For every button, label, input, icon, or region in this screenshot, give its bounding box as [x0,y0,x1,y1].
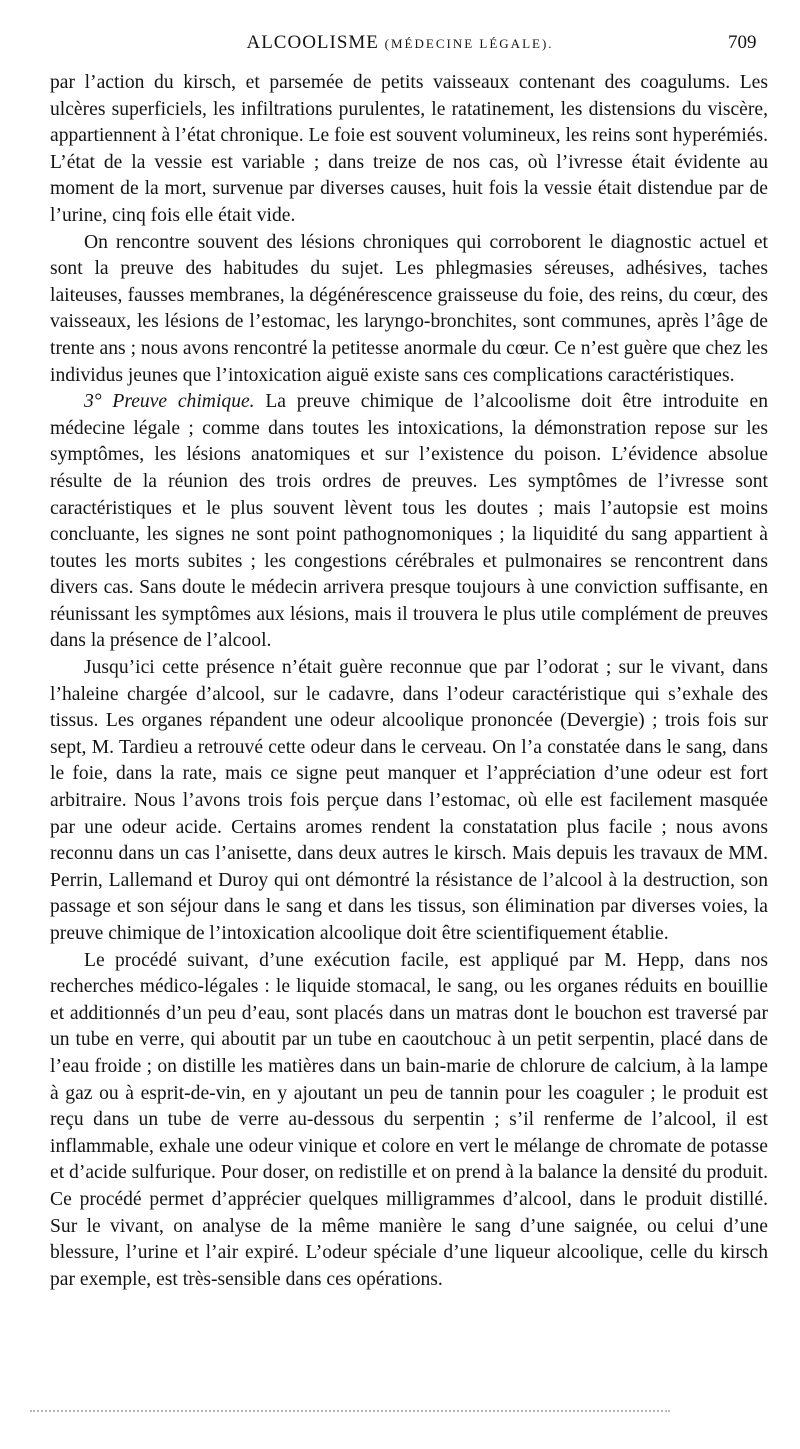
running-title-sub: (MÉDECINE LÉGALE). [384,36,554,51]
paragraph-continuation: par l’action du kirsch, et parsemée de petits vaisseaux contenant des coagulums. Les ulcères superficiels, les infiltrations purulentes, le ratatinement, les distensions du viscère, appartiennent à l’état chronique. Le foie est souvent volumineux, les reins sont hyperémiés. L’état de la vessie est variable ; dans treize de nos cas, où l’ivresse était évidente au moment de la mort, survenue par diverses causes, huit fois la vessie était distendue par de l’urine, cinq fois elle était vide. [50,72,768,226]
paragraph-odor-detection: Jusqu’ici cette présence n’était guère reconnue que par l’odorat ; sur le vivant, dans l’haleine chargée d’alcool, sur le cadavre, dans l’odeur caractéristique qui s’exhale des tissus. Les organes répandent une odeur alcoolique prononcée (Devergie) ; trois fois sur sept, M. Tardieu a retrouvé cette odeur dans le cerveau. On l’a constatée dans le sang, dans le foie, dans la rate, mais ce signe peut manquer et l’appréciation d’une odeur est fort arbitraire. Nous l’avons trois fois perçue dans l’estomac, où elle est facilement masquée par une odeur acide. Certains aromes rendent la constatation plus facile ; nous avons reconnu dans un cas l’anisette, dans deux autres le kirsch. Mais depuis les travaux de MM. Perrin, Lallemand et Duroy qui ont démontré la résistance de l’alcool à la destruction, son passage et son séjour dans le sang et dans les tissus, son élimination par diverses voies, la preuve chimique de l’intoxication alcoolique doit être scientifiquement établie. [50,657,768,944]
bottom-bleed-through [30,1410,670,1412]
section-heading-chemical-proof: 3° Preuve chimique. [84,391,255,413]
paragraph-hepp-procedure: Le procédé suivant, d’une exécution facile, est appliqué par M. Hepp, dans nos recherches médico-légales : le liquide stomacal, le sang, ou les organes réduits en bouillie et additionnés d’un peu d’eau, sont placés dans un matras dont le bouchon est traversé par un tube en verre, qui aboutit par un tube en caoutchouc à un petit serpentin, placé dans de l’eau froide ; on distille les matières dans un bain-marie de chlorure de calcium, à la lampe à gaz ou à esprit-de-vin, en y ajoutant un peu de tannin pour les coaguler ; le produit est reçu dans un tube de verre au-dessous du serpentin ; s’il renferme de l’alcool, il est inflammable, exhale une odeur vinique et colore en vert le mélange de chromate de potasse et d’acide sulfurique. Pour doser, on redistille et on prend à la balance la densité du produit. Ce procédé permet d’apprécier quelques milligrammes d’alcool, dans le produit distillé. Sur le vivant, on analyse de la même manière le sang d’une saignée, ou celui d’une blessure, l’urine et l’air expiré. L’odeur spéciale d’une liqueur alcoolique, celle du kirsch par exemple, est très-sensible dans ces opérations. [50,949,768,1290]
body-text [50,70,768,1293]
chemical-proof-text: La preuve chimique de l’alcoolisme doit être introduite en médecine légale ; comme dans toutes les intoxications, la démonstration repose sur les symptômes, les lésions anatomiques et sur l’existence du poison. L’évidence absolue résulte de la réunion des trois ordres de preuves. Les symptômes de l’ivresse sont caractéristiques et le plus souvent lèvent tous les doutes ; mais l’autopsie est moins concluante, les signes ne sont point pathognomoniques ; la liquidité du sang appartient à toutes les morts subites ; les congestions cérébrales et pulmonaires se rencontrent dans divers cas. Sans doute le médecin arrivera presque toujours à une conviction suffisante, en réunissant les symptômes aux lésions, mais il trouvera le plus utile complément de preuves dans la présence de l’alcool. [50,391,769,652]
running-title-main: ALCOOLISME [246,32,379,53]
page-number: 709 [728,32,757,53]
running-title [0,32,800,54]
running-head [0,30,800,60]
paragraph-chemical-proof [50,389,768,655]
paragraph-chronic-lesions: On rencontre souvent des lésions chroniques qui corroborent le diagnostic actuel et sont la preuve des habitudes du sujet. Les phlegmasies séreuses, adhésives, taches laiteuses, fausses membranes, la dégénérescence graisseuse du foie, des reins, du cœur, des vaisseaux, les lésions de l’estomac, les laryngo-bronchites, sont communes, après l’âge de trente ans ; nous avons rencontré la petitesse anormale du cœur. Ce n’est guère que chez les individus jeunes que l’intoxication aiguë existe sans ces complications caractéristiques. [50,231,768,386]
